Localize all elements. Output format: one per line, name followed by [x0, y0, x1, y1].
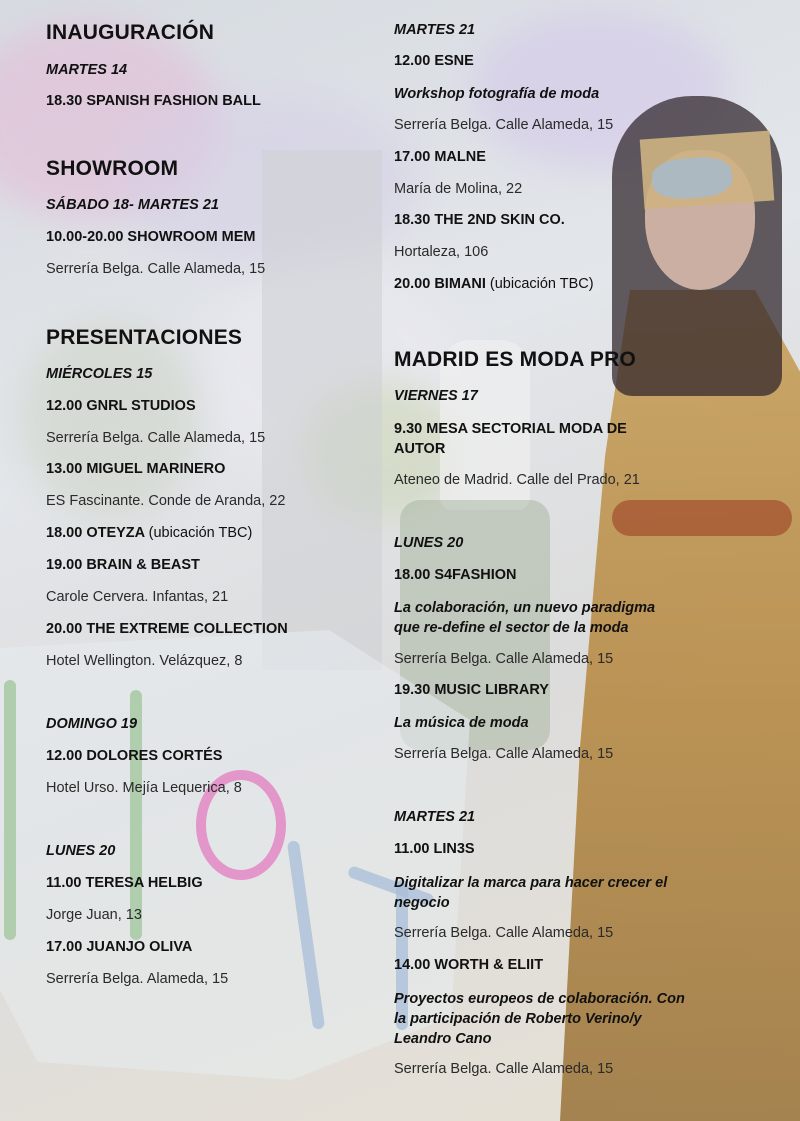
event-venue: Serrería Belga. Calle Alameda, 15 — [394, 117, 614, 133]
event-title: 18.30 THE 2ND SKIN CO. — [394, 212, 565, 228]
event-venue: Serrería Belga. Calle Alameda, 15 — [46, 261, 266, 277]
event-venue: Serrería Belga. Alameda, 15 — [46, 971, 229, 987]
day-heading: LUNES 20 — [394, 535, 464, 551]
event-venue: Serrería Belga. Calle Alameda, 15 — [394, 1061, 614, 1077]
event-venue: Serrería Belga. Calle Alameda, 15 — [394, 651, 614, 667]
event-title: 18.30 SPANISH FASHION BALL — [46, 93, 261, 109]
event-title: 19.30 MUSIC LIBRARY — [394, 682, 549, 698]
event-subtitle: Workshop fotografía de moda — [394, 86, 600, 102]
event-venue: Carole Cervera. Infantas, 21 — [46, 589, 229, 605]
day-heading: SÁBADO 18- MARTES 21 — [46, 197, 219, 213]
event-venue: Serrería Belga. Calle Alameda, 15 — [46, 430, 266, 446]
day-heading: MARTES 21 — [394, 22, 476, 38]
event-venue: Hotel Wellington. Velázquez, 8 — [46, 653, 243, 669]
section-title-showroom: SHOWROOM — [46, 157, 179, 180]
event-subtitle: La colaboración, un nuevo paradigma que re-define el sector de la moda — [394, 600, 656, 636]
event-title: 12.00 GNRL STUDIOS — [46, 398, 196, 414]
event-venue: ES Fascinante. Conde de Aranda, 22 — [46, 493, 286, 509]
event-subtitle: Digitalizar la marca para hacer crecer el negocio — [394, 875, 668, 911]
event-venue: Serrería Belga. Calle Alameda, 15 — [394, 746, 614, 762]
section-title-madrid-es-moda-pro: MADRID ES MODA PRO — [394, 348, 636, 371]
event-title: 18.00 S4FASHION — [394, 567, 517, 583]
day-heading: MARTES 14 — [46, 62, 128, 78]
event-title: 9.30 MESA SECTORIAL MODA DE AUTOR — [394, 421, 627, 457]
section-title-presentaciones: PRESENTACIONES — [46, 326, 243, 349]
event-venue: Ateneo de Madrid. Calle del Prado, 21 — [394, 472, 640, 488]
event-title: 17.00 JUANJO OLIVA — [46, 939, 193, 955]
day-heading: MARTES 21 — [394, 809, 476, 825]
event-title: 17.00 MALNE — [394, 149, 486, 165]
day-heading: MIÉRCOLES 15 — [46, 366, 153, 382]
event-title: 20.00 THE EXTREME COLLECTION — [46, 621, 288, 637]
event-venue: Hortaleza, 106 — [394, 244, 489, 260]
event-title: 12.00 ESNE — [394, 53, 474, 69]
event-title: 11.00 LIN3S — [394, 841, 475, 857]
day-heading: LUNES 20 — [46, 843, 116, 859]
event-title: 20.00 BIMANI — [394, 276, 486, 292]
day-heading: DOMINGO 19 — [46, 716, 138, 732]
event-venue: Hotel Urso. Mejía Lequerica, 8 — [46, 780, 242, 796]
section-title-inauguracion: INAUGURACIÓN — [46, 21, 215, 44]
event-title: 10.00-20.00 SHOWROOM MEM — [46, 229, 256, 245]
event-venue: Serrería Belga. Calle Alameda, 15 — [394, 925, 614, 941]
event-title: 13.00 MIGUEL MARINERO — [46, 461, 226, 477]
event-venue: Jorge Juan, 13 — [46, 907, 142, 923]
event-venue: María de Molina, 22 — [394, 181, 523, 197]
event-note: (ubicación TBC) — [148, 525, 253, 541]
event-subtitle: Proyectos europeos de colaboración. Con la participación de Roberto Verino/y Leandro Cano — [394, 991, 685, 1047]
event-title: 11.00 TERESA HELBIG — [46, 875, 203, 891]
event-title: 18.00 OTEYZA — [46, 525, 145, 541]
event-title: 19.00 BRAIN & BEAST — [46, 557, 200, 573]
event-title-with-note — [394, 276, 594, 292]
day-heading: VIERNES 17 — [394, 388, 478, 404]
event-note: (ubicación TBC) — [489, 276, 594, 292]
event-title: 14.00 WORTH & ELIIT — [394, 957, 544, 973]
event-subtitle: La música de moda — [394, 715, 529, 731]
event-title: 12.00 DOLORES CORTÉS — [46, 748, 223, 764]
event-title-with-note — [46, 525, 252, 541]
